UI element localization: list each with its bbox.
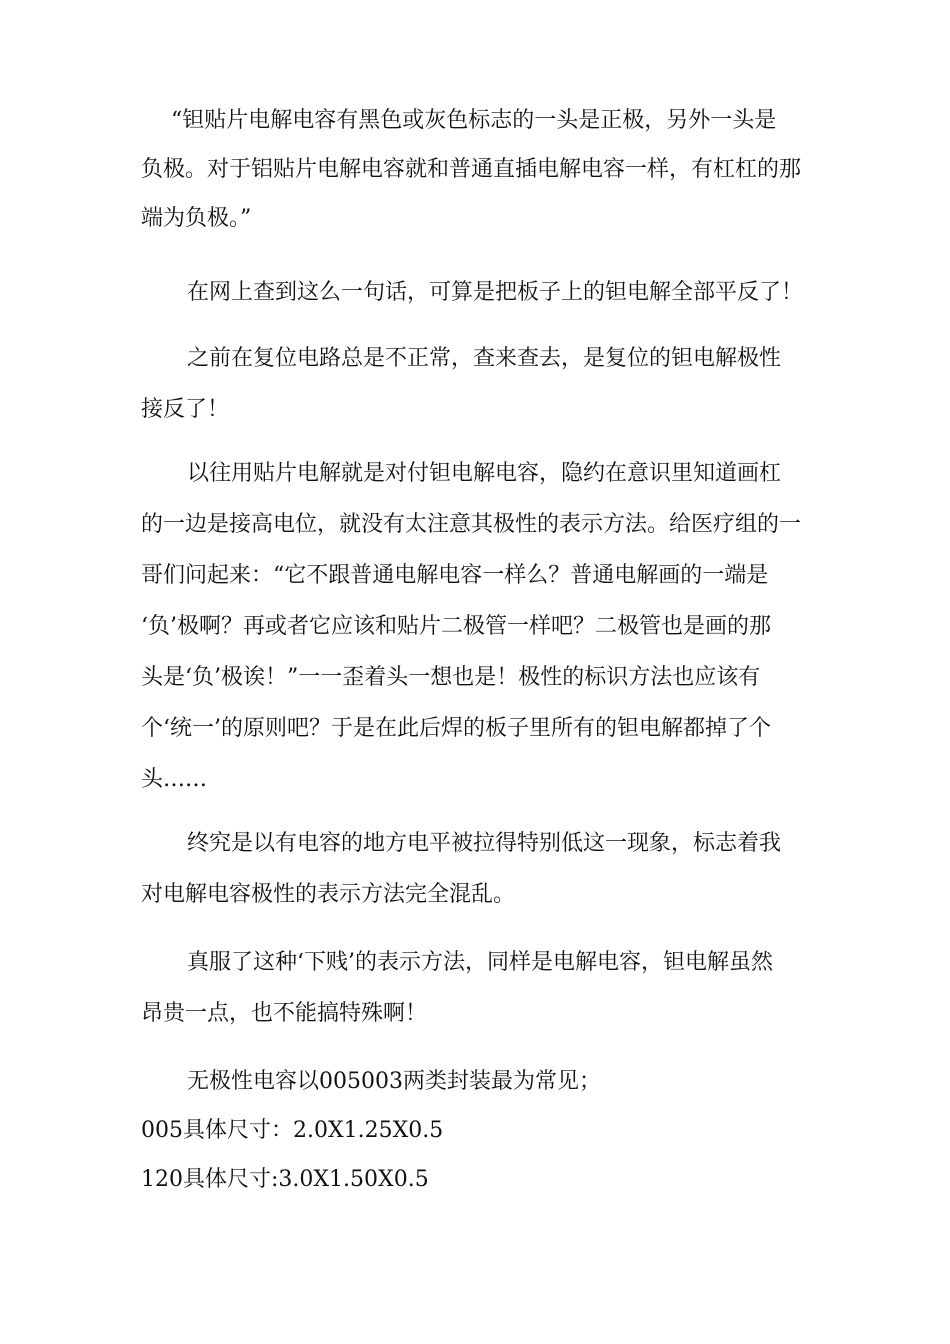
quote-line-3: 端为负极。” bbox=[141, 206, 252, 231]
paragraph-1-line-1: 在网上查到这么一句话，可算是把板子上的钽电解全部平反了！ bbox=[187, 280, 804, 305]
paragraph-6-line-1: 无极性电容以005003两类封装最为常见； bbox=[187, 1069, 601, 1094]
paragraph-3-line-2: 的一边是接高电位，就没有太注意其极性的表示方法。给医疗组的一 bbox=[141, 512, 802, 537]
paragraph-8-line-1: 120具体尺寸:3.0X1.50X0.5 bbox=[141, 1167, 429, 1192]
quote-line-2: 负极。对于铝贴片电解电容就和普通直插电解电容一样，有杠杠的那 bbox=[141, 157, 802, 182]
paragraph-3-line-7: 头…… bbox=[141, 767, 208, 792]
paragraph-4-line-2: 对电解电容极性的表示方法完全混乱。 bbox=[141, 882, 516, 907]
paragraph-3-line-5: 头是‘负’极诶！”一一歪着头一想也是！极性的标识方法也应该有 bbox=[141, 665, 761, 690]
paragraph-5-line-2: 昂贵一点，也不能搞特殊啊！ bbox=[141, 1001, 428, 1026]
paragraph-5-line-1: 真服了这种‘下贱’的表示方法，同样是电解电容，钽电解虽然 bbox=[187, 950, 773, 975]
quote-line-1: “钽贴片电解电容有黑色或灰色标志的一头是正极，另外一头是 bbox=[171, 108, 777, 133]
paragraph-3-line-3: 哥们问起来：“它不跟普通电解电容一样么？普通电解画的一端是 bbox=[141, 563, 769, 588]
paragraph-4-line-1: 终究是以有电容的地方电平被拉得特别低这一现象，标志着我 bbox=[187, 831, 782, 856]
paragraph-2-line-2: 接反了！ bbox=[141, 397, 230, 422]
paragraph-7-line-1: 005具体尺寸：2.0X1.25X0.5 bbox=[141, 1118, 444, 1143]
paragraph-3-line-1: 以往用贴片电解就是对付钽电解电容，隐约在意识里知道画杠 bbox=[187, 461, 782, 486]
paragraph-3-line-4: ‘负’极啊？再或者它应该和贴片二极管一样吧？二极管也是画的那 bbox=[141, 614, 771, 639]
paragraph-3-line-6: 个‘统一’的原则吧？于是在此后焊的板子里所有的钽电解都掉了个 bbox=[141, 716, 771, 741]
paragraph-2-line-1: 之前在复位电路总是不正常，查来查去，是复位的钽电解极性 bbox=[187, 346, 782, 371]
